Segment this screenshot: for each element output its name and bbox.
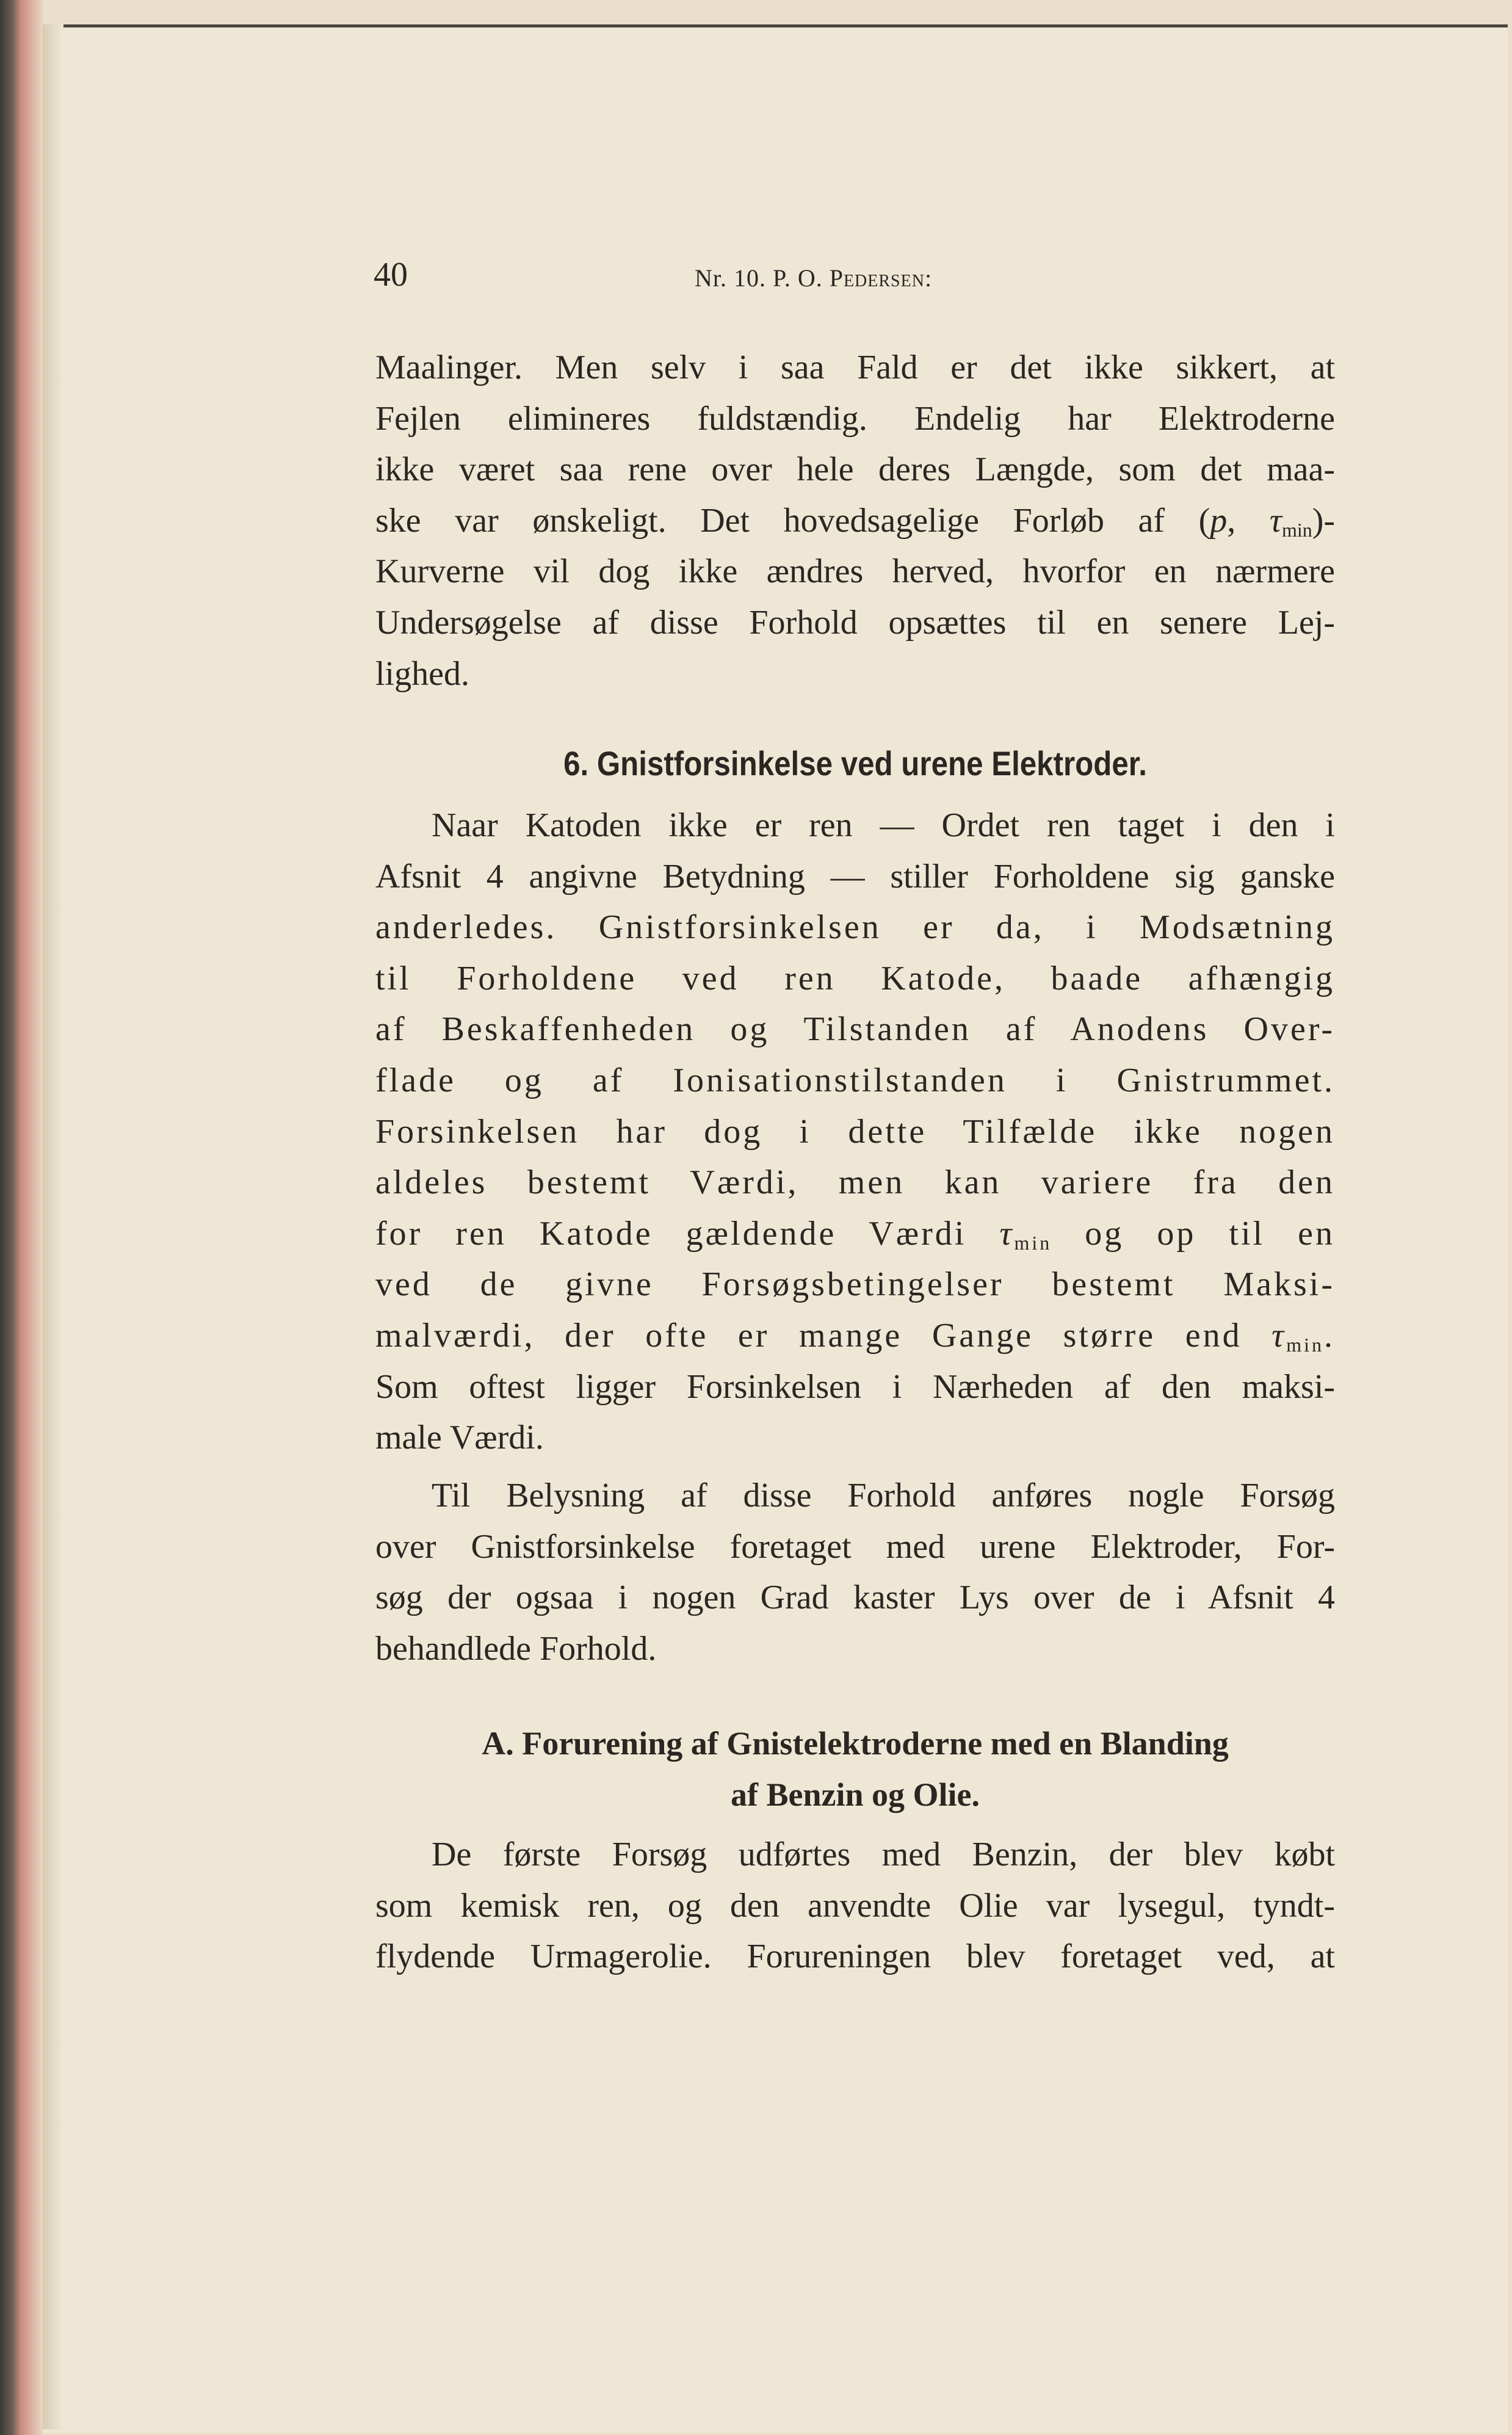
paragraph-4 (375, 1829, 1335, 1983)
text-line: Fejlen elimineres fuldstændig. Endelig har Elektroderne (375, 399, 1335, 438)
text-line: Kurverne vil dog ikke ændres herved, hvorfor en nærmere (375, 552, 1335, 591)
text-segment: for ren Katode gældende Værdi (375, 1214, 1000, 1253)
text-line: Til Belysning af disse Forhold anføres nogle Forsøg (432, 1477, 1335, 1514)
paragraph-2 (375, 800, 1335, 1464)
symbol-tau: τ (1269, 501, 1282, 540)
text-line: flade og af Ionisationstilstanden i Gnistrummet. (375, 1061, 1335, 1099)
text-line: til Forholdene ved ren Katode, baade afhængig (375, 959, 1335, 997)
text-segment: og op til en (1052, 1214, 1336, 1253)
text-line: flydende Urmagerolie. Forureningen blev foretaget ved, at (375, 1938, 1335, 1976)
text-segment: , (1227, 501, 1270, 540)
text-line: behandlede Forhold. (375, 1629, 657, 1668)
section-heading-a-line-1: A. Forurening af Gnistelektroderne med en Blanding (482, 1725, 1229, 1762)
text-segment: malværdi, der ofte er mange Gange større end (375, 1316, 1272, 1355)
page-edge-shadow (43, 24, 63, 2430)
text-line: Som oftest ligger Forsinkelsen i Nærheden af den maksi- (375, 1367, 1335, 1406)
page-number: 40 (374, 256, 408, 294)
running-head (695, 264, 932, 292)
text-line (375, 1209, 1335, 1260)
text-line: Afsnit 4 angivne Betydning — stiller Forholdene sig ganske (375, 857, 1335, 895)
symbol-p: p (1210, 501, 1228, 540)
text-line (375, 1311, 1335, 1362)
subscript-min: min (1286, 1333, 1324, 1356)
text-segment: ske var ønskeligt. Det hovedsagelige Forløb af ( (375, 501, 1210, 540)
text-line: anderledes. Gnistforsinkelsen er da, i Modsætning (375, 908, 1335, 947)
subscript-min: min (1281, 518, 1312, 541)
subscript-min: min (1014, 1231, 1052, 1254)
text-segment: . (1324, 1316, 1335, 1355)
text-line: ved de givne Forsøgsbetingelser bestemt Maksi- (375, 1265, 1335, 1304)
paragraph-3 (375, 1471, 1335, 1674)
text-line: lighed. (375, 654, 469, 693)
text-line: De første Forsøg udførtes med Benzin, der blev købt (432, 1836, 1335, 1873)
paragraph-1 (375, 342, 1335, 700)
running-head-prefix: Nr. 10. P. O. (695, 264, 830, 292)
running-head-author: Pedersen: (829, 264, 933, 292)
text-line: over Gnistforsinkelse foretaget med urene Elektroder, For- (375, 1527, 1335, 1566)
text-line: Maalinger. Men selv i saa Fald er det ikke sikkert, at (375, 349, 1335, 386)
book-spine-edge (0, 0, 43, 2435)
text-segment: )- (1312, 501, 1336, 540)
text-line: ikke været saa rene over hele deres Længde, som det maa- (375, 450, 1335, 489)
symbol-tau: τ (1271, 1316, 1287, 1355)
text-line: aldeles bestemt Værdi, men kan variere fra den (375, 1163, 1335, 1202)
text-line: søg der ogsaa i nogen Grad kaster Lys over de i Afsnit 4 (375, 1579, 1335, 1617)
section-heading-6: 6. Gnistforsinkelse ved urene Elektroder. (563, 744, 1147, 783)
section-heading-a-line-2: af Benzin og Olie. (731, 1776, 980, 1813)
text-line: som kemisk ren, og den anvendte Olie var lysegul, tyndt- (375, 1886, 1335, 1925)
text-line: Undersøgelse af disse Forhold opsættes til en senere Lej- (375, 603, 1335, 642)
text-line: Naar Katoden ikke er ren — Ordet ren taget i den i (432, 806, 1335, 844)
text-line: af Beskaffenheden og Tilstanden af Anodens Over- (375, 1010, 1335, 1049)
text-line: Forsinkelsen har dog i dette Tilfælde ikke nogen (375, 1112, 1335, 1151)
symbol-tau: τ (999, 1214, 1015, 1253)
text-line (375, 496, 1335, 547)
text-line: male Værdi. (375, 1419, 544, 1457)
